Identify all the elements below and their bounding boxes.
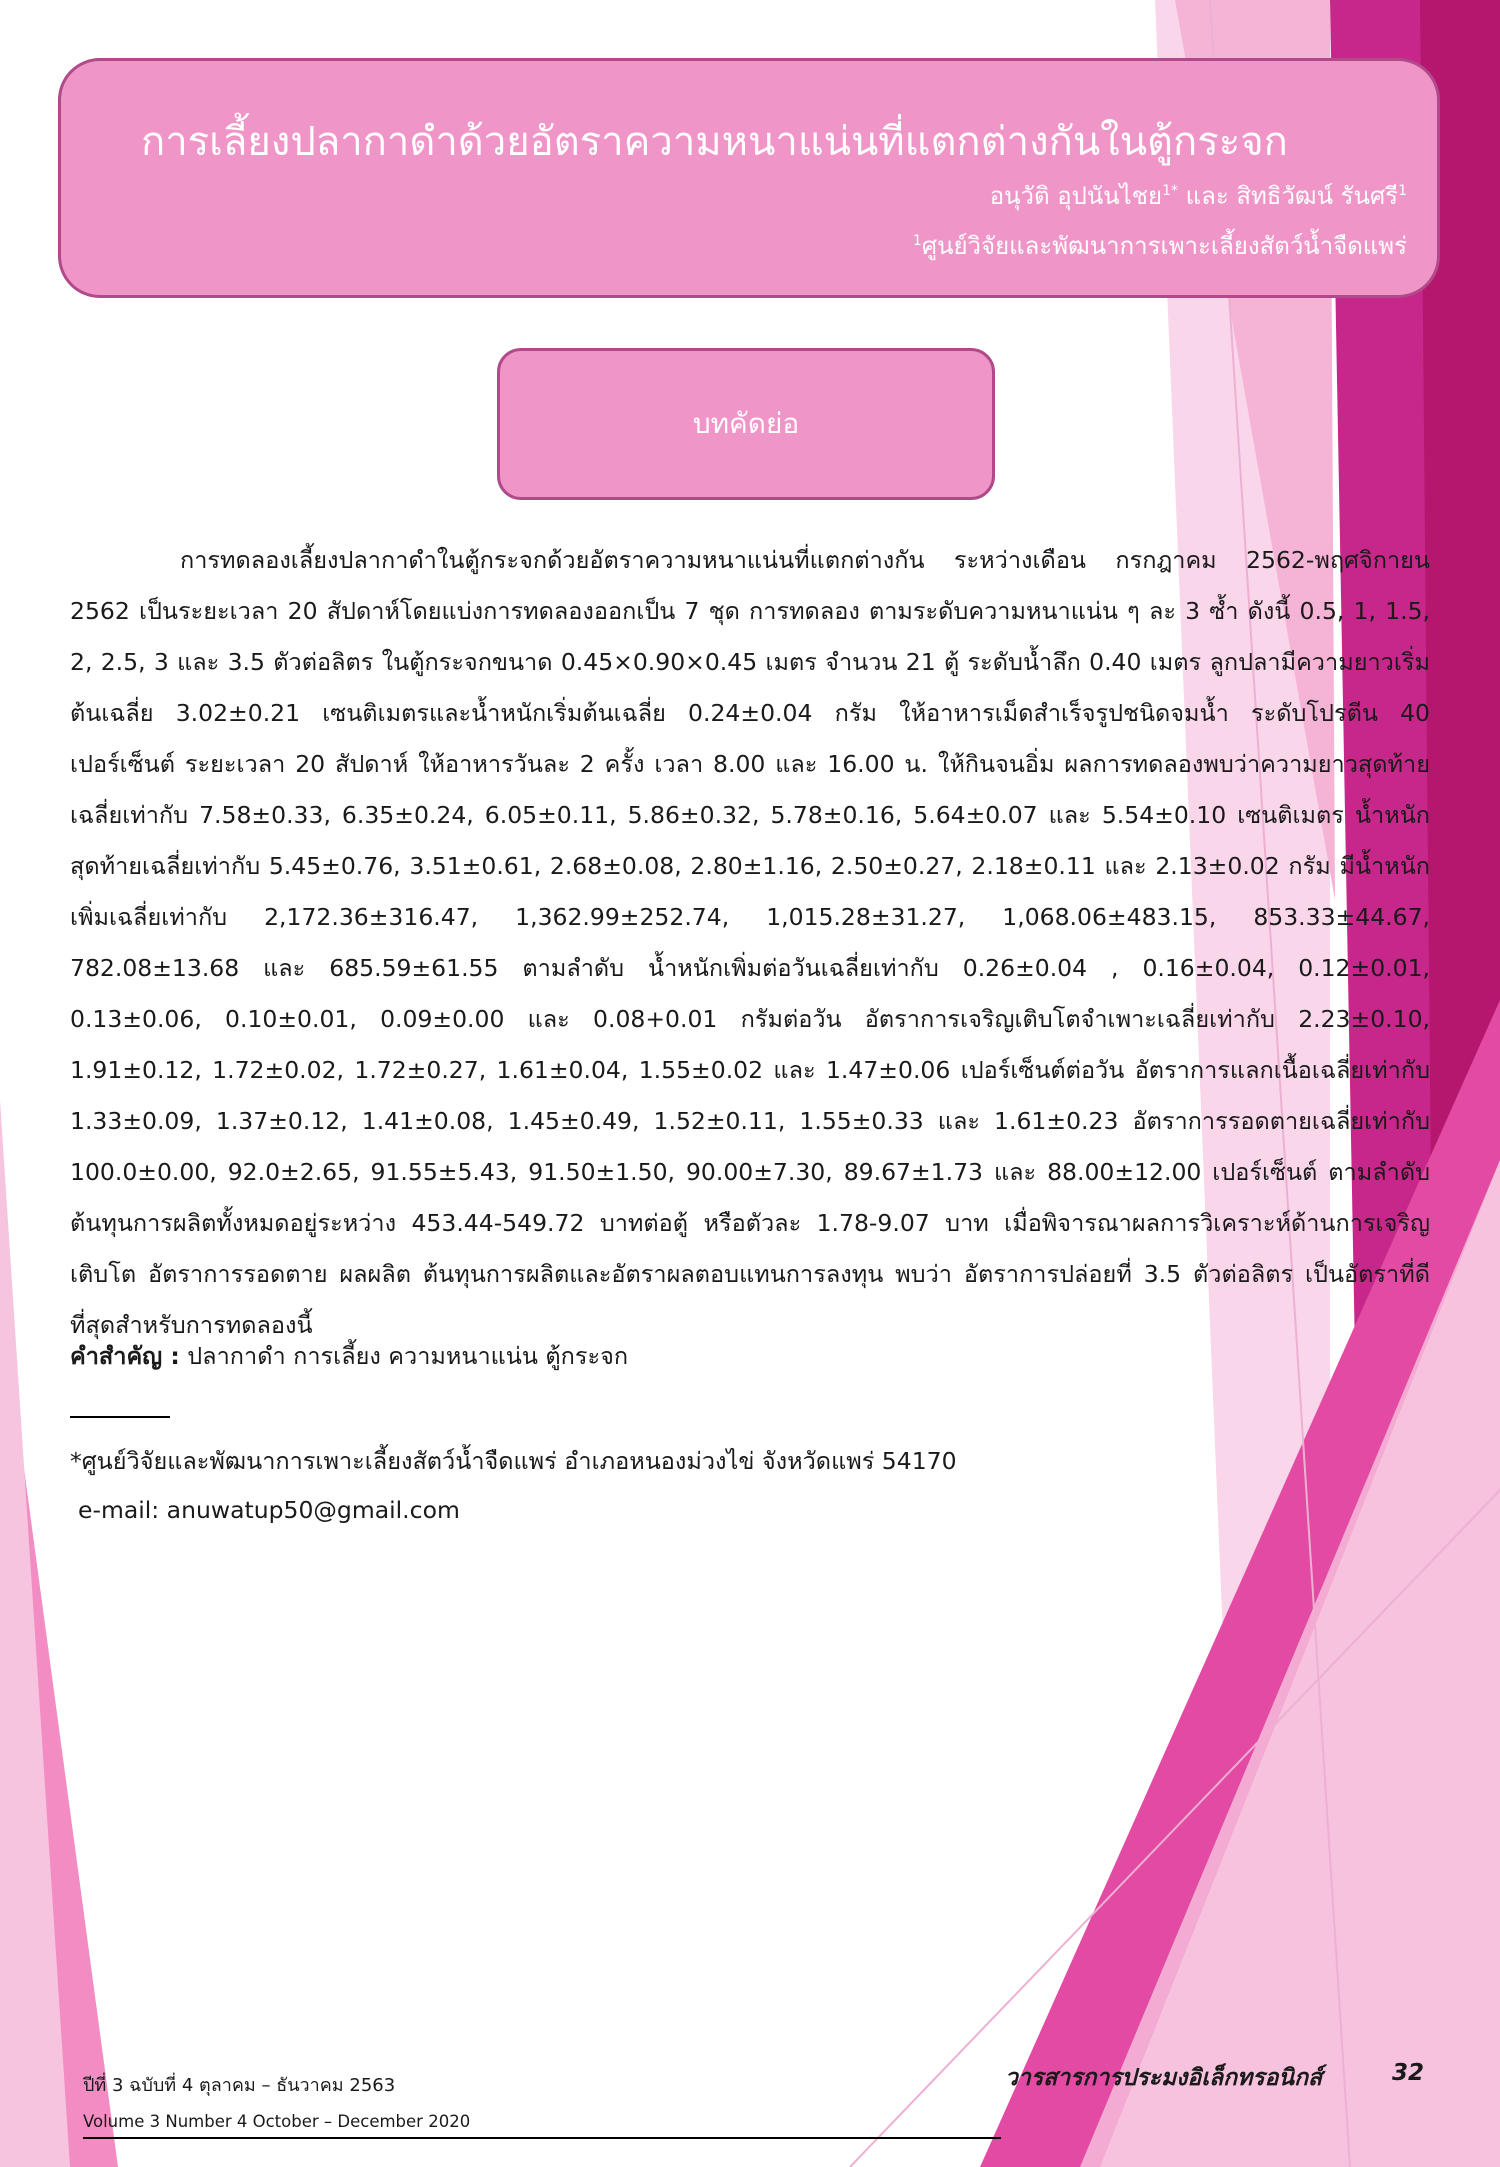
title-box (58, 58, 1440, 298)
affiliation-text: ศูนย์วิจัยและพัฒนาการเพาะเลี้ยงสัตว์น้ำจืดแพร่ (921, 232, 1407, 260)
keywords (70, 1332, 628, 1380)
footnote-address: *ศูนย์วิจัยและพัฒนาการเพาะเลี้ยงสัตว์น้ำจืดแพร่ อำเภอหนองม่วงไข่ จังหวัดแพร่ 54170 (70, 1447, 957, 1475)
paper-title: การเลี้ยงปลากาดำด้วยอัตราความหนาแน่นที่แตกต่างกันในตู้กระจก (141, 119, 1288, 165)
footer-journal-name: วารสารการประมงอิเล็กทรอนิกส์ (1005, 2065, 1323, 2091)
authors (990, 176, 1407, 215)
author-2-mark: 1 (1398, 183, 1407, 199)
affiliation (913, 226, 1407, 265)
abstract-heading: บทคัดย่อ (692, 407, 800, 440)
author-1: อนุวัติ อุปนันไชย (989, 182, 1163, 210)
footer-issue-thai: ปีที่ 3 ฉบับที่ 4 ตุลาคม – ธันวาคม 2563 (83, 2075, 396, 2096)
abstract-heading-box (497, 348, 995, 500)
footnote-divider (70, 1416, 170, 1418)
author-1-mark: 1* (1162, 183, 1179, 199)
footnote-email: e-mail: anuwatup50@gmail.com (78, 1496, 460, 1524)
keywords-label: คำสำคัญ : (70, 1342, 180, 1370)
abstract-body: การทดลองเลี้ยงปลากาดำในตู้กระจกด้วยอัตราความหนาแน่นที่แตกต่างกัน ระหว่างเดือน กรกฎาคม 2562-พฤศจิกายน 2562 เป็นระยะเวลา 20 สัปดาห์โดยแบ่งการทดลองออกเป็น 7 ชุด การทดลอง ตามระดับความหนาแน่น ๆ ละ 3 ซ้ำ ดังนี้ 0.5, 1, 1.5, 2, 2.5, 3 และ 3.5 ตัวต่อลิตร ในตู้กระจกขนาด 0.45×0.90×0.45 เมตร จำนวน 21 ตู้ ระดับน้ำลึก 0.40 เมตร ลูกปลามีความยาวเริ่มต้นเฉลี่ย 3.02±0.21 เซนติเมตรและน้ำหนักเริ่มต้นเฉลี่ย 0.24±0.04 กรัม ให้อาหารเม็ดสำเร็จรูปชนิดจมน้ำ ระดับโปรตีน 40 เปอร์เซ็นต์ ระยะเวลา 20 สัปดาห์ ให้อาหารวันละ 2 ครั้ง เวลา 8.00 และ 16.00 น. ให้กินจนอิ่ม ผลการทดลองพบว่าความยาวสุดท้ายเฉลี่ยเท่ากับ 7.58±0.33, 6.35±0.24, 6.05±0.11, 5.86±0.32, 5.78±0.16, 5.64±0.07 และ 5.54±0.10 เซนติเมตร น้ำหนักสุดท้ายเฉลี่ยเท่ากับ 5.45±0.76, 3.51±0.61, 2.68±0.08, 2.80±1.16, 2.50±0.27, 2.18±0.11 และ 2.13±0.02 กรัม มีน้ำหนักเพิ่มเฉลี่ยเท่ากับ 2,172.36±316.47, 1,362.99±252.74, 1,015.28±31.27, 1,068.06±483.15, 853.33±44.67, 782.08±13.68 และ 685.59±61.55 ตามลำดับ น้ำหนักเพิ่มต่อวันเฉลี่ยเท่ากับ 0.26±0.04 , 0.16±0.04, 0.12±0.01, 0.13±0.06, 0.10±0.01, 0.09±0.00 และ 0.08+0.01 กรัมต่อวัน อัตราการเจริญเติบโตจำเพาะเฉลี่ยเท่ากับ 2.23±0.10, 1.91±0.12, 1.72±0.02, 1.72±0.27, 1.61±0.04, 1.55±0.02 และ 1.47±0.06 เปอร์เซ็นต์ต่อวัน อัตราการแลกเนื้อเฉลี่ยเท่ากับ 1.33±0.09, 1.37±0.12, 1.41±0.08, 1.45±0.49, 1.52±0.11, 1.55±0.33 และ 1.61±0.23 อัตราการรอดตายเฉลี่ยเท่ากับ 100.0±0.00, 92.0±2.65, 91.55±5.43, 91.50±1.50, 90.00±7.30, 89.67±1.73 และ 88.00±12.00 เปอร์เซ็นต์ ตามลำดับ ต้นทุนการผลิตทั้งหมดอยู่ระหว่าง 453.44-549.72 บาทต่อตู้ หรือตัวละ 1.78-9.07 บาท เมื่อพิจารณาผลการวิเคราะห์ด้านการเจริญเติบโต อัตราการรอดตาย ผลผลิต ต้นทุนการผลิตและอัตราผลตอบแทนการลงทุน พบว่า อัตราการปล่อยที่ 3.5 ตัวต่อลิตร เป็นอัตราที่ดีที่สุดสำหรับการทดลองนี้ (70, 546, 1430, 1339)
keywords-text: ปลากาดำ การเลี้ยง ความหนาแน่น ตู้กระจก (179, 1342, 629, 1370)
footer-page-number: 32 (1392, 2060, 1425, 2086)
footer-issue-english: Volume 3 Number 4 October – December 2020 (83, 2112, 471, 2131)
affiliation-mark: 1 (912, 233, 922, 249)
author-2: และ สิทธิวัฒน์ รันศรี (1178, 182, 1399, 210)
footer-divider (83, 2137, 1001, 2139)
